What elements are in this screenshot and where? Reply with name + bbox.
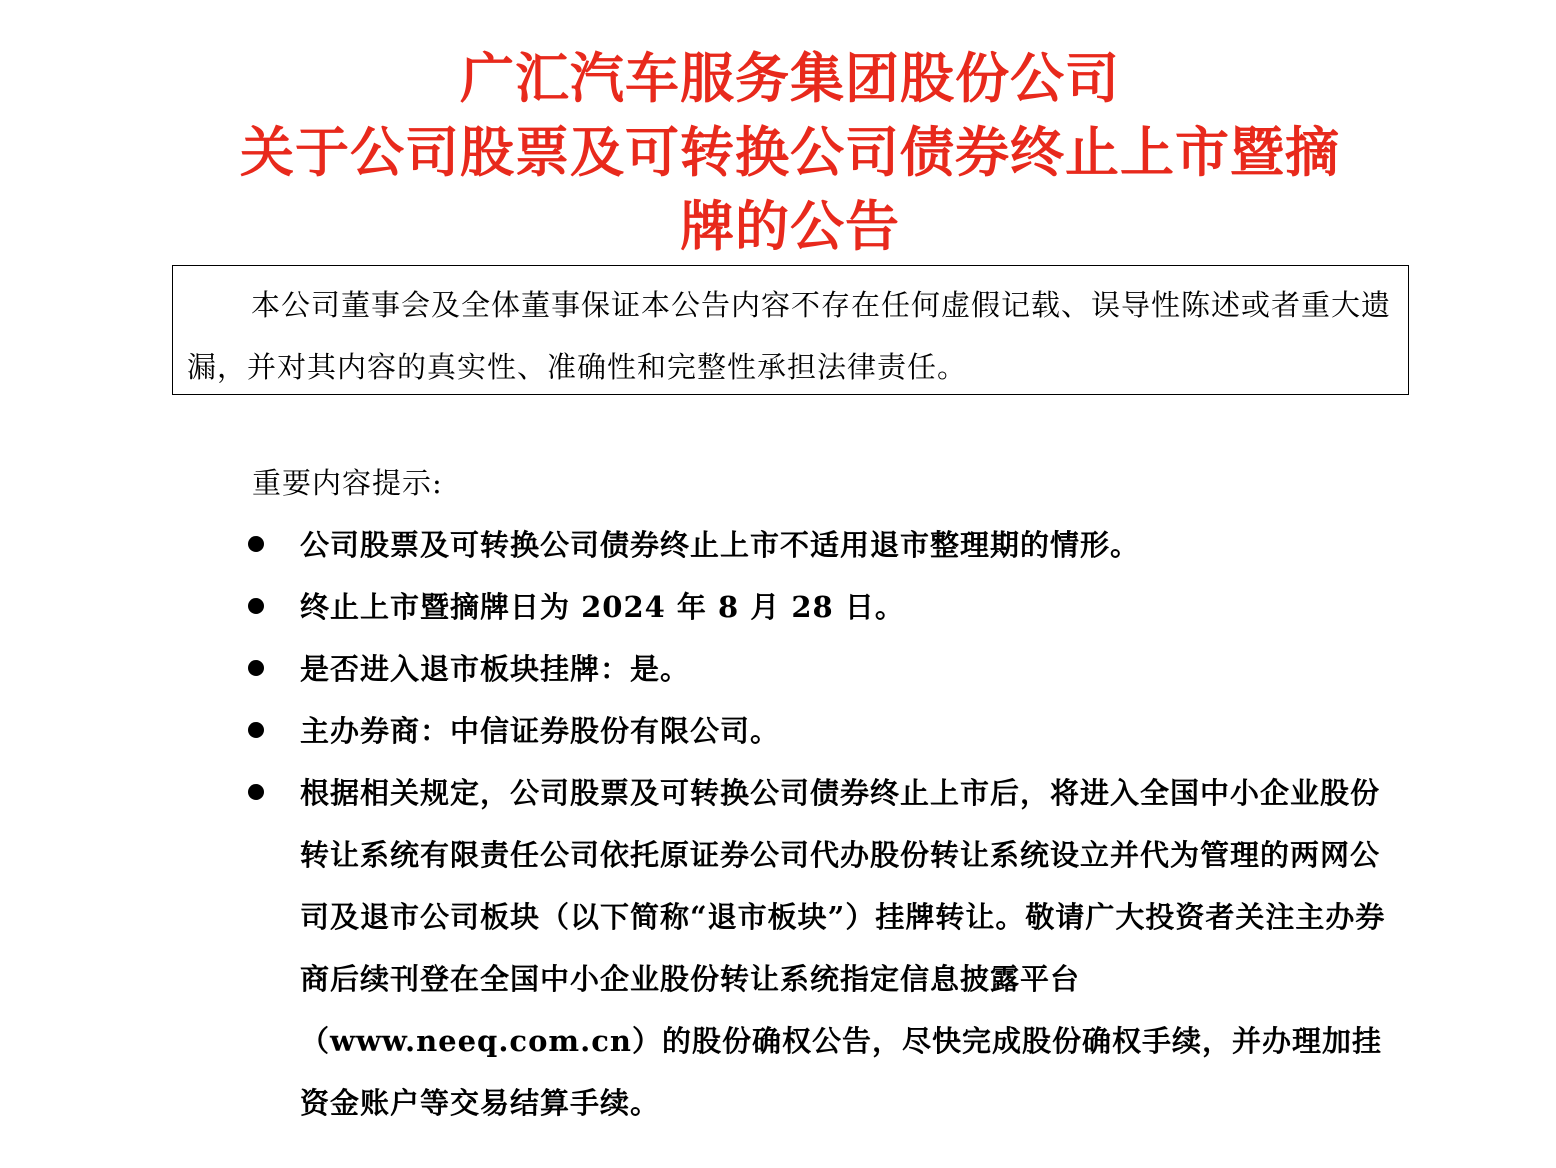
key-point-text: 根据相关规定，公司股票及可转换公司债券终止上市后，将进入全国中小企业股份转让系统有限责任公司依托原证券公司代办股份转让系统设立并代为管理的两网公司及退市公司板块（以下简称“退市板块”）挂牌转让。敬请广大投资者关注主办券商后续刊登在全国中小企业股份转让系统指定信息披露平台（www.neeq.com.cn）的股份确权公告，尽快完成股份确权手续，并办理加挂资金账户等交易结算手续。 bbox=[300, 776, 1386, 1120]
key-point-item bbox=[240, 638, 1400, 700]
key-points-list bbox=[240, 514, 1400, 1134]
key-point-item bbox=[240, 576, 1400, 638]
key-point-text: 终止上市暨摘牌日为 2024 年 8 月 28 日。 bbox=[300, 590, 905, 624]
bullet-dot-icon bbox=[248, 598, 264, 614]
announcement-title bbox=[160, 42, 1420, 264]
bullet-dot-icon bbox=[248, 722, 264, 738]
key-point-item bbox=[240, 700, 1400, 762]
key-point-text: 公司股票及可转换公司债券终止上市不适用退市整理期的情形。 bbox=[300, 528, 1141, 562]
title-subject-continuation: 牌的公告 bbox=[680, 195, 900, 258]
title-company-name: 广汇汽车服务集团股份公司 bbox=[460, 47, 1120, 110]
bullet-dot-icon bbox=[248, 536, 264, 552]
key-point-item bbox=[240, 514, 1400, 576]
key-points-heading: 重要内容提示: bbox=[252, 466, 443, 500]
bullet-dot-icon bbox=[248, 784, 264, 800]
title-subject-line: 关于公司股票及可转换公司债券终止上市暨摘 bbox=[240, 121, 1340, 184]
key-point-text: 是否进入退市板块挂牌：是。 bbox=[300, 652, 691, 686]
key-point-item bbox=[240, 762, 1400, 1134]
board-disclaimer-text: 本公司董事会及全体董事保证本公告内容不存在任何虚假记载、误导性陈述或者重大遗漏，并对其内容的真实性、准确性和完整性承担法律责任。 bbox=[187, 288, 1392, 384]
bullet-dot-icon bbox=[248, 660, 264, 676]
board-disclaimer-box bbox=[172, 265, 1409, 395]
key-point-text: 主办券商：中信证券股份有限公司。 bbox=[300, 714, 781, 748]
